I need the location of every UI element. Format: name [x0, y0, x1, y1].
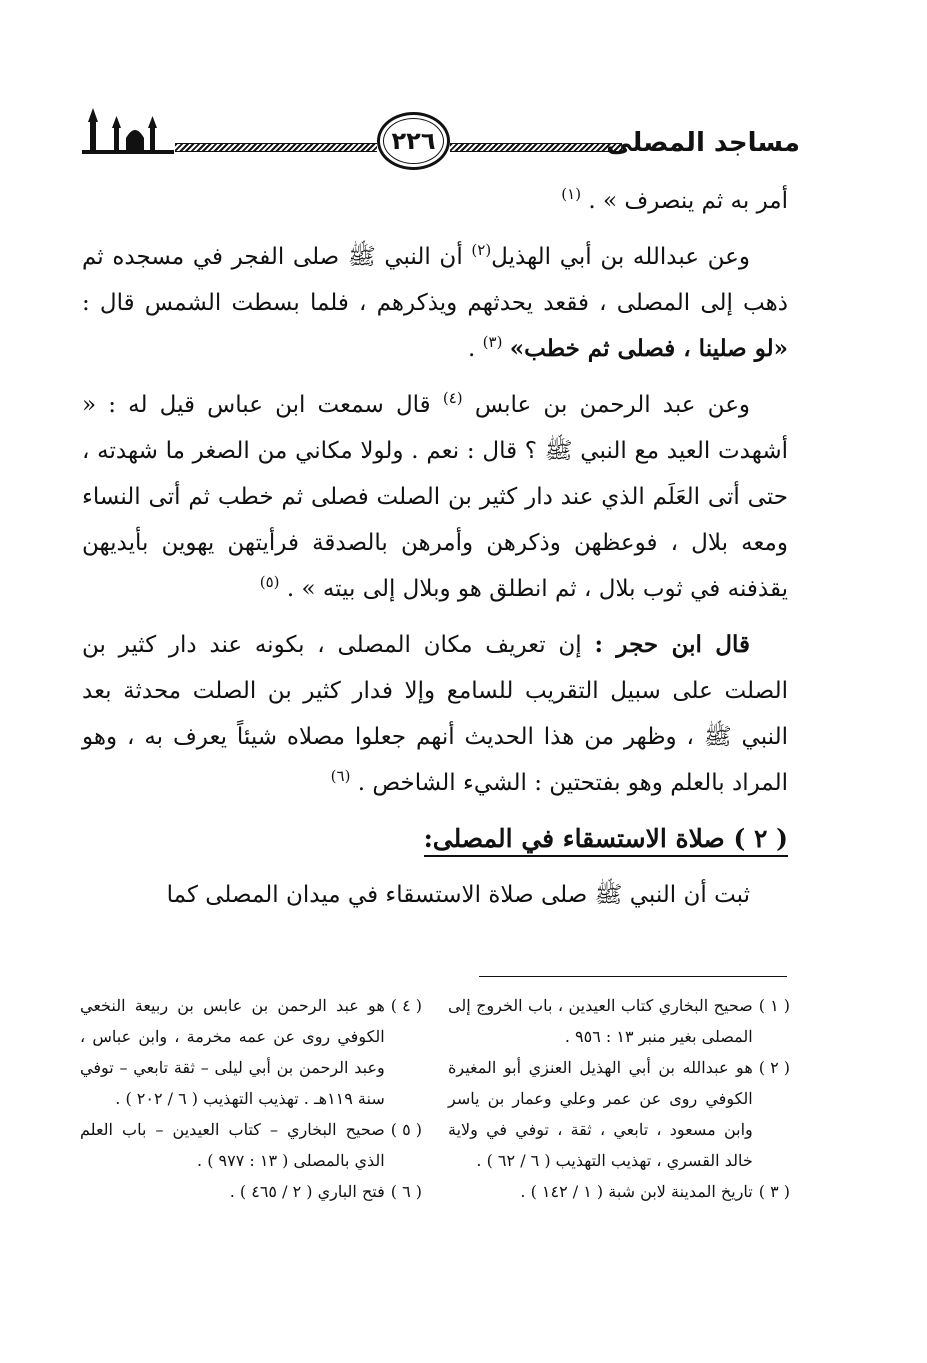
paragraph-5: ثبت أن النبي ﷺ صلى صلاة الاستسقاء في ميدان المصلى كما [166, 882, 750, 908]
footnote-number: ( ٤ ) [390, 996, 422, 1015]
footnote-ref-2: (٢) [471, 241, 492, 259]
footnote-ref-1: (١) [561, 185, 582, 203]
section-heading [82, 816, 788, 862]
footnote-separator [479, 976, 787, 977]
footnote-5 [80, 1114, 422, 1176]
paragraph-4-text: إن تعريف مكان المصلى ، بكونه عند دار كثير بن الصلت على سبيل التقريب للسامع وإلا فدار كثير بن الصلت محدثة بعد النبي ﷺ ، وظهر من هذا الحديث أنهم جعلوا مصلاه شيئاً يعرف به ، وهو المراد بالعلم وهو بفتحتين : الشيء الشاخص . [82, 632, 788, 796]
section-heading-text: ( ٢ ) صلاة الاستسقاء في المصلى: [424, 824, 788, 857]
footnote-ref-5: (٥) [259, 573, 280, 591]
footnote-text: صحيح البخاري كتاب العيدين ، باب الخروج إلى المصلى بغير منبر ١٣ : ٩٥٦ . [448, 996, 753, 1046]
main-text [82, 178, 788, 928]
footnotes-right-column [448, 990, 790, 1207]
footnote-number: ( ٥ ) [390, 1120, 422, 1139]
footnotes [80, 990, 790, 1207]
page-number: ٢٢٦ [377, 112, 450, 170]
footnote-3 [448, 1176, 790, 1207]
book-title: مساجد المصلى [606, 128, 800, 158]
footnote-text: تاريخ المدينة لابن شبة ( ١ / ١٤٢ ) . [520, 1182, 753, 1201]
paragraph-3-part-b: قال سمعت ابن عباس قيل له : « أشهدت العيد مع النبي ﷺ ؟ قال : نعم . ولولا مكاني من الصغر ما شهدته ، حتى أتى العَلَم الذي عند دار كثير بن الصلت فصلى ثم خطب ثم أتى النساء ومعه بلال ، فوعظهن وذكرهن وأمرهن بالصدقة فرأيتهن يهوين بأيديهن يقذفنه في ثوب بلال ، ثم انطلق هو وبلال إلى بيته » . [82, 392, 788, 602]
rope-divider-left [175, 143, 377, 152]
footnote-6 [80, 1176, 422, 1207]
paragraph-3-part-a: وعن عبد الرحمن بن عابس [474, 392, 751, 418]
footnote-ref-6: (٦) [330, 767, 351, 785]
hadith-quote: «لو صلينا ، فصلى ثم خطب» [509, 335, 788, 362]
footnote-text: هو عبدالله بن أبي الهذيل العنزي أبو المغيرة الكوفي روى عن عمر وعلي وعمار بن ياسر وابن مسعود ، تابعي ، ثقة ، توفي في ولاية خالد القسري ، تهذيب التهذيب ( ٦ / ٦٢ ) . [448, 1058, 753, 1170]
footnote-text: صحيح البخاري – كتاب العيدين – باب العلم الذي بالمصلى ( ١٣ : ٩٧٧ ) . [80, 1120, 385, 1170]
footnotes-left-column [80, 990, 422, 1207]
paragraph-2 [82, 234, 788, 372]
paragraph-2-part-b: أن النبي ﷺ صلى الفجر في مسجده ثم ذهب إلى المصلى ، فقعد يحدثهم ويذكرهم ، فلما بسطت الشمس قال : [82, 244, 788, 316]
footnote-4 [80, 990, 422, 1114]
footnote-text: هو عبد الرحمن بن عابس بن ربيعة النخعي الكوفي روى عن عمه مخرمة ، وابن عباس ، وعبد الرحمن بن أبي ليلى – ثقة تابعي – توفي سنة ١١٩هـ . تهذيب التهذيب ( ٦ / ٢٠٢ ) . [80, 996, 385, 1108]
minaret-ornament [80, 98, 175, 158]
paragraph-1 [82, 178, 788, 224]
footnote-number: ( ٣ ) [758, 1182, 790, 1201]
footnote-1 [448, 990, 790, 1052]
paragraph-2-part-a: وعن عبدالله بن أبي الهذيل [491, 244, 750, 270]
ibn-hajar-lead: قال ابن حجر : [594, 631, 751, 658]
footnote-number: ( ٢ ) [758, 1058, 790, 1077]
paragraph-4 [82, 622, 788, 806]
footnote-2 [448, 1052, 790, 1176]
paragraph-2-end: . [468, 336, 476, 362]
footnote-number: ( ١ ) [758, 996, 790, 1015]
footnote-ref-3: (٣) [482, 333, 503, 351]
footnote-text: فتح الباري ( ٢ / ٤٦٥ ) . [229, 1182, 385, 1201]
page-header [80, 98, 800, 168]
paragraph-1-text: أمر به ثم ينصرف » . [588, 188, 788, 214]
footnote-ref-4: (٤) [442, 389, 463, 407]
rope-divider-right [450, 143, 622, 152]
paragraph-3 [82, 382, 788, 612]
footnote-number: ( ٦ ) [390, 1182, 422, 1201]
